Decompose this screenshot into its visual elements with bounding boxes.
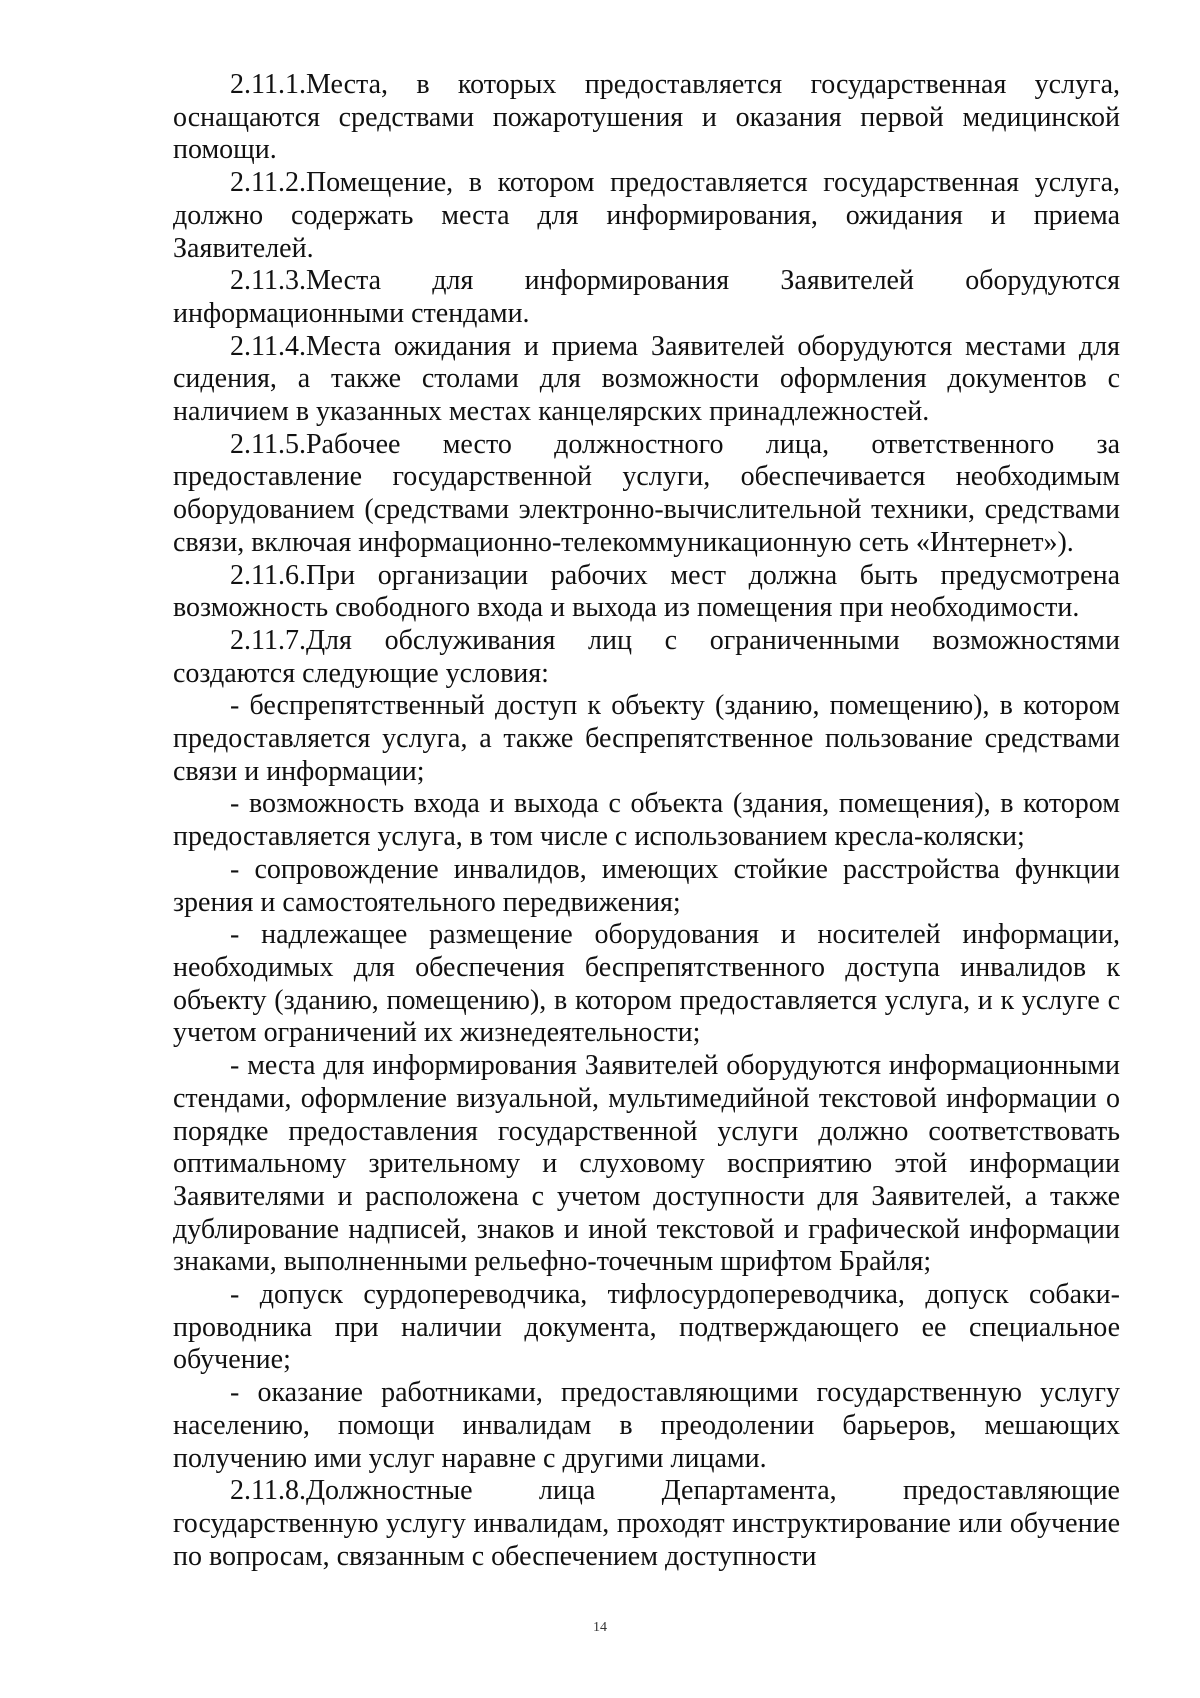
list-item-equipment-placement: - надлежащее размещение оборудования и носителей информации, необходимых для обеспечения беспрепятственного доступа инвалидов к объекту (зданию, помещению), в котором предоставляется услуга, и к услуге с учетом ограничений их жизнедеятельности; (173, 919, 1120, 1049)
list-item-escort: - сопровождение инвалидов, имеющих стойкие расстройства функции зрения и самостоятельного передвижения; (173, 853, 1120, 918)
paragraph-2-11-2: 2.11.2.Помещение, в котором предоставляется государственная услуга, должно содержать места для информирования, ожидания и приема Заявителей. (173, 167, 1120, 264)
paragraph-2-11-3: 2.11.3.Места для информирования Заявителей оборудуются информационными стендами. (173, 265, 1120, 329)
document-body (173, 69, 1120, 1573)
paragraph-2-11-4: 2.11.4.Места ожидания и приема Заявителей оборудуются местами для сидения, а также столами для возможности оформления документов с наличием в указанных местах канцелярских принадлежностей. (173, 330, 1120, 428)
list-item-staff-assistance: - оказание работниками, предоставляющими государственную услугу населению, помощи инвалидам в преодолении барьеров, мешающих получению ими услуг наравне с другими лицами. (173, 1377, 1120, 1474)
paragraph-2-11-6: 2.11.6.При организации рабочих мест должна быть предусмотрена возможность свободного входа и выхода из помещения при необходимости. (173, 559, 1120, 624)
paragraph-2-11-8: 2.11.8.Должностные лица Департамента, предоставляющие государственную услугу инвалидам, проходят инструктирование или обучение по вопросам, связанным с обеспечением доступности (173, 1475, 1120, 1572)
paragraph-2-11-1: 2.11.1.Места, в которых предоставляется государственная услуга, оснащаются средствами пожаротушения и оказания первой медицинской помощи. (173, 69, 1120, 166)
list-item-interpreter-admission: - допуск сурдопереводчика, тифлосурдопереводчика, допуск собаки-проводника при наличии документа, подтверждающего ее специальное обучение; (173, 1279, 1120, 1376)
list-item-entry-exit: - возможность входа и выхода с объекта (здания, помещения), в котором предоставляется услуга, в том числе с использованием кресла-коляски; (173, 788, 1120, 853)
list-item-information-stands: - места для информирования Заявителей оборудуются информационными стендами, оформление визуальной, мультимедийной текстовой информации о порядке предоставления государственной услуги должно соответствовать оптимальному зрительному и слуховому восприятию этой информации Заявителями и расположена с учетом доступности для Заявителей, а также дублирование надписей, знаков и иной текстовой и графической информации знаками, выполненными рельефно-точечным шрифтом Брайля; (173, 1050, 1120, 1278)
list-item-unobstructed-access: - беспрепятственный доступ к объекту (зданию, помещению), в котором предоставляется услуга, а также беспрепятственное пользование средствами связи и информации; (173, 690, 1120, 787)
page-number: 14 (593, 1620, 607, 1635)
paragraph-2-11-7: 2.11.7.Для обслуживания лиц с ограниченными возможностями создаются следующие условия: (173, 624, 1120, 689)
paragraph-2-11-5: 2.11.5.Рабочее место должностного лица, ответственного за предоставление государственной услуги, обеспечивается необходимым оборудованием (средствами электронно-вычислительной техники, средствами связи, включая информационно-телекоммуникационную сеть «Интернет»). (173, 428, 1120, 558)
